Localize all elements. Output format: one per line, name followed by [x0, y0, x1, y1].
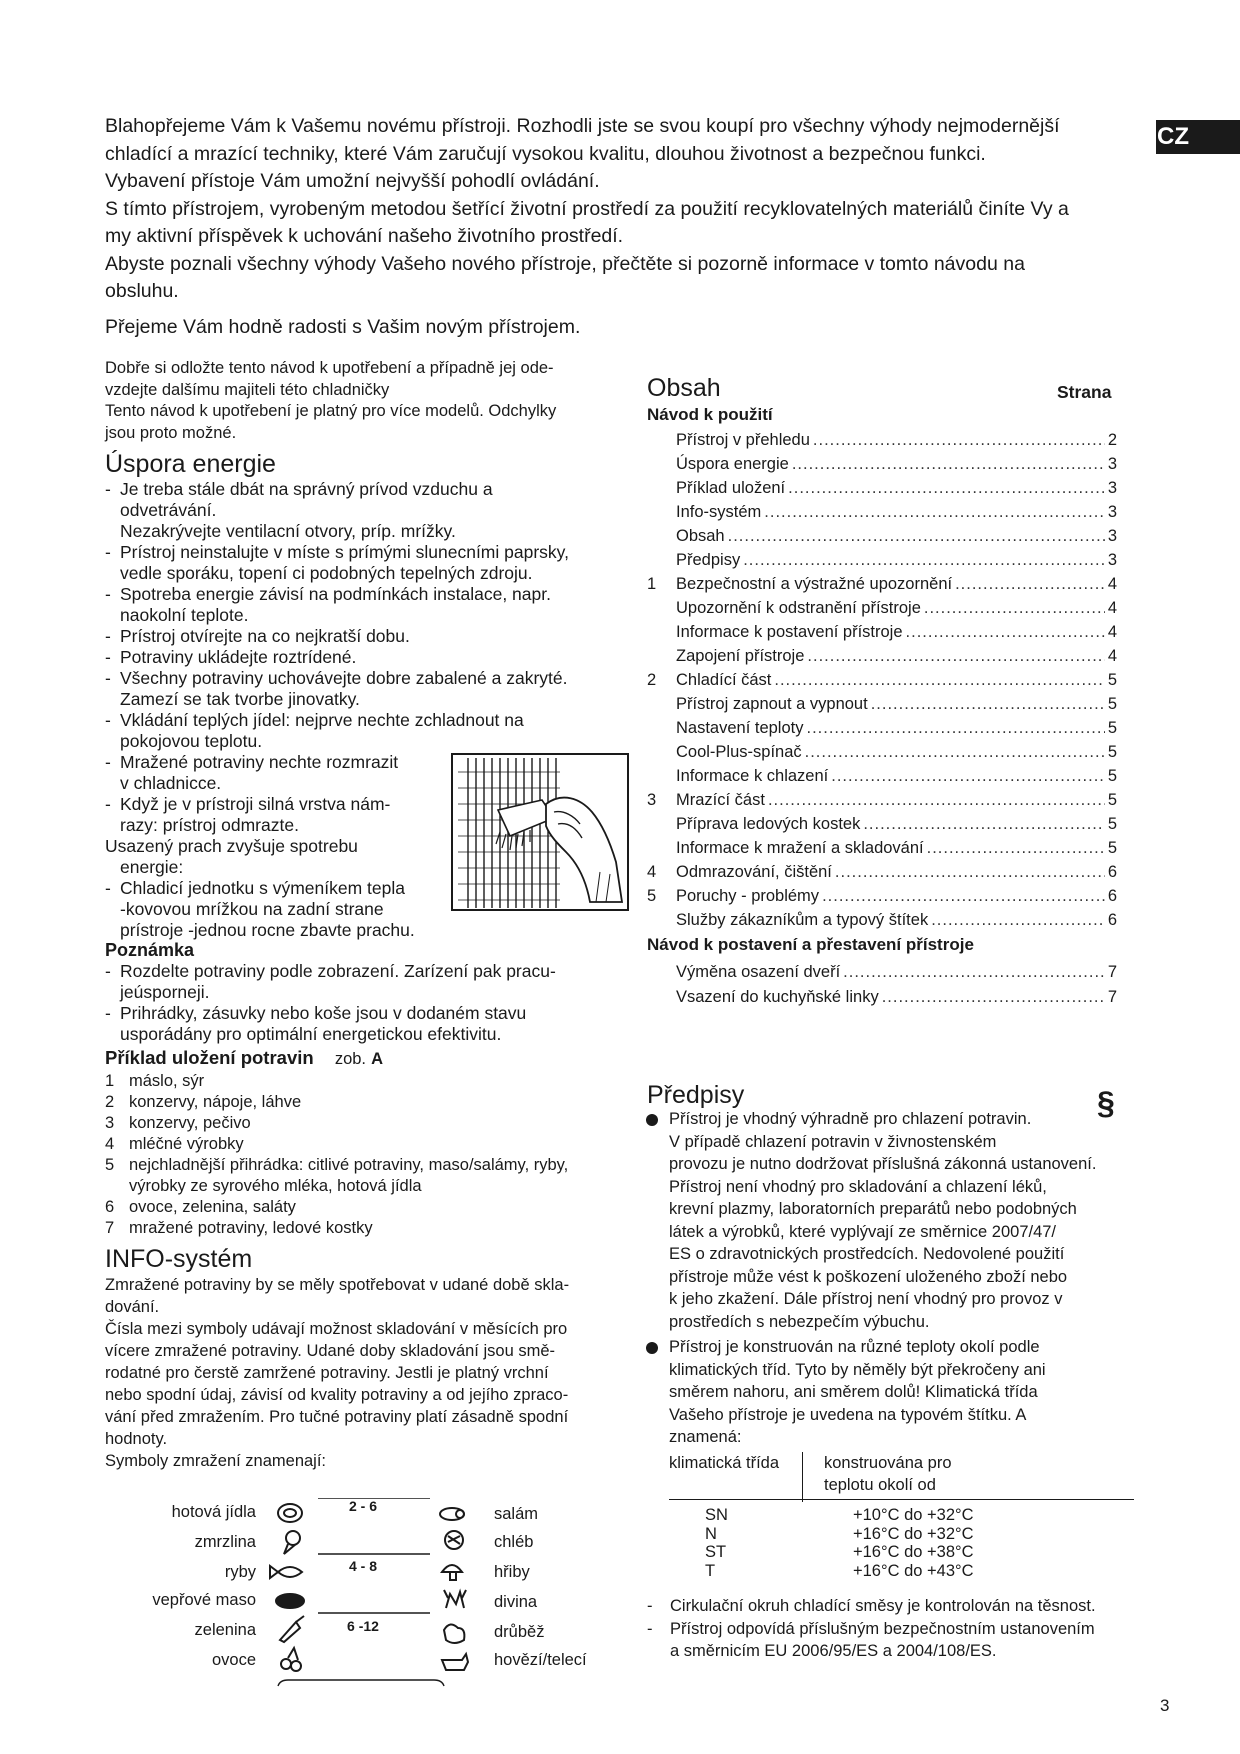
toc-row-page: 4 [1107, 647, 1117, 665]
toc-section-install: Návod k postavení a přestavení přístroje [647, 935, 974, 954]
rules-heading: Předpisy [647, 1081, 745, 1109]
energy-item-line: naokolní teplote. [120, 605, 249, 625]
symbols-graphics [110, 1498, 610, 1698]
toc-row-label: Nastavení teploty [676, 719, 804, 737]
toc-row-page: 6 [1107, 911, 1117, 929]
toc-row[interactable] [647, 740, 1117, 764]
salami-icon [440, 1508, 464, 1520]
rules-line: ES o zdravotnických prostředcích. Nedovolené použití [669, 1245, 1065, 1263]
toc-row-label: Výměna osazení dveří [676, 963, 841, 981]
table-divider [669, 1499, 1134, 1500]
energy-heading: Úspora energie [105, 450, 276, 478]
note-list [105, 961, 645, 1045]
toc-row-page: 4 [1107, 599, 1117, 617]
toc-row-page: 5 [1107, 719, 1117, 737]
page-number: 3 [1160, 1696, 1170, 1715]
toc-row-label: Služby zákazníkům a typový štítek [676, 911, 929, 929]
symbol-label-right: hřiby [494, 1563, 530, 1581]
intro-line: Vybavení přístoje Vám umožní nejvyšší pohodlí ovládání. [105, 170, 600, 192]
climate-range: +10°C do +32°C [853, 1506, 974, 1524]
language-tab: CZ [1156, 120, 1240, 154]
toc-row[interactable] [647, 788, 1117, 812]
toc-row[interactable] [647, 860, 1117, 884]
toc-row-number [647, 960, 676, 984]
toc-row-label: Chladící část [676, 671, 772, 689]
toc-row-page: 3 [1107, 479, 1117, 497]
rules-line: Přístroj je vhodný výhradně pro chlazení potravin. [669, 1110, 1032, 1128]
toc-row-number [647, 620, 676, 644]
rules-text [646, 1108, 1146, 1449]
toc-row-label: Cool-Plus-spínač [676, 743, 802, 761]
symbol-label-right: divina [494, 1593, 538, 1611]
toc-row[interactable] [647, 644, 1117, 668]
example-heading-row [105, 1047, 645, 1070]
info-line: vání před zmražením. Pro tučné potraviny platí zásadně spodní [105, 1408, 569, 1426]
climate-head-line: konstruována pro [824, 1454, 952, 1472]
toc-row-label: Mrazící část [676, 791, 765, 809]
example-item-text: ovoce, zelenina, saláty [129, 1198, 296, 1216]
energy-item-line: vedle sporáku, topení ci podobných tepelných zdroju. [120, 563, 533, 583]
info-line: Zmražené potraviny by se měly spotřebovat v udané době skla- [105, 1276, 570, 1294]
example-item-text: konzervy, pečivo [129, 1114, 251, 1132]
note-item [105, 1003, 645, 1045]
rules-bullet [646, 1108, 1146, 1333]
energy-item-line: v chladnicce. [120, 773, 222, 793]
note-line: Tento návod k upotřebení je platný pro více modelů. Odchylky [105, 402, 557, 420]
toc-row-label: Vsazení do kuchyňské linky [676, 988, 879, 1006]
toc-row-page: 5 [1107, 815, 1117, 833]
toc-row-label: Přístroj zapnout a vypnout [676, 695, 868, 713]
toc-row-page: 5 [1107, 695, 1117, 713]
toc-row-number: 1 [647, 575, 657, 593]
example-list [105, 1071, 645, 1239]
note-item-line: usporádány pro optimální energetickou efektivitu. [120, 1024, 502, 1044]
toc-row-label: Úspora energie [676, 455, 789, 473]
toc-row[interactable] [647, 692, 1117, 716]
energy-item-line: - Vkládání teplých jídel: nejprve nechte zchladnout na [120, 710, 524, 730]
rules-dash-line: Přístroj odpovídá příslušným bezpečnostním ustanovením [670, 1619, 1095, 1638]
toc-row-page: 5 [1107, 839, 1117, 857]
toc-row-page: 5 [1107, 767, 1117, 785]
toc-row-label: Předpisy [676, 551, 741, 569]
example-item-text: mražené potraviny, ledové kostky [129, 1219, 373, 1237]
example-item [105, 1113, 645, 1134]
rules-dash-list [647, 1595, 1147, 1663]
toc-row[interactable] [647, 812, 1117, 836]
toc-row-page: 7 [1107, 988, 1117, 1006]
energy-item [105, 647, 645, 668]
intro-line: chladící a mrazící techniky, které Vám zaručují vysokou kvalitu, dlouhou životnost a bezpečnou funkci. [105, 142, 986, 165]
toc-row-number [647, 908, 676, 932]
condenser-cleaning-illustration [450, 752, 630, 912]
dust-item-line: -kovovou mrížkou na zadní strane [120, 899, 384, 919]
intro-closing: Přejeme Vám hodně radosti s Vašim novým přístrojem. [105, 315, 581, 338]
note-item-line: - Prihrádky, zásuvky nebo koše jsou v dodaném stavu [120, 1003, 527, 1023]
energy-item-line: Zamezí se tak tvorbe jinovatky. [120, 689, 360, 709]
toc-row-page: 3 [1107, 527, 1117, 545]
note-heading: Poznámka [105, 940, 195, 960]
energy-item-line: - Je treba stále dbát na správný prívod vzduchu a [120, 479, 493, 499]
toc-row-number [647, 500, 676, 524]
toc-row-page: 5 [1107, 671, 1117, 689]
example-item [105, 1197, 645, 1218]
toc-row-label: Odmrazování, čištění [676, 863, 832, 881]
toc-row-number [647, 692, 676, 716]
symbol-label-left: hotová jídla [171, 1503, 256, 1521]
example-item [105, 1218, 645, 1239]
rules-line: k jeho zkažení. Dále přístroj není vhodný pro provoz v [669, 1290, 1063, 1308]
example-item-text: mléčné výrobky [129, 1135, 244, 1153]
toc-heading: Obsah [647, 374, 721, 402]
rules-line: přístroje může vést k poškození uloženého zboží nebo [669, 1267, 1068, 1286]
climate-class: N [705, 1524, 717, 1543]
energy-item-line: - Spotreba energie závisí na podmínkách instalace, napr. [120, 584, 551, 604]
rules-dash-line: a směrnicím EU 2006/95/ES a 2004/108/ES. [670, 1642, 997, 1660]
intro-line: my aktivní příspěvek k uchování našeho životního prostředí. [105, 225, 624, 247]
dust-item-line: prístroje -jednou rocne zbavte prachu. [120, 920, 415, 940]
toc-row[interactable] [647, 908, 1117, 932]
toc-row-number [647, 644, 676, 668]
note-item-line: jeúsporneji. [120, 982, 210, 1002]
toc-row-number: 3 [647, 791, 657, 809]
energy-item-line: - Když je v prístroji silná vrstva nám- [120, 794, 391, 814]
info-heading: INFO-systém [105, 1245, 253, 1273]
dust-item-line: - Chladicí jednotku s výmeníkem tepla [120, 878, 405, 898]
intro-line: Abyste poznali všechny výhody Vašeho nového přístroje, přečtěte si pozorně informace v tomto návodu na [105, 252, 1025, 275]
rules-line: prostředích s nebezpečím výbuchu. [669, 1312, 930, 1331]
energy-item-line: pokojovou teplotu. [120, 731, 263, 751]
toc-row-label: Bezpečnostní a výstražné upozornění [676, 575, 953, 593]
toc-list [647, 428, 1117, 938]
storage-range: 4 - 8 [348, 1558, 377, 1574]
toc-row[interactable] [647, 572, 1117, 596]
mushroom-icon [442, 1565, 462, 1580]
info-line: vícere zmražené potraviny. Udané doby skladování jsou smě- [105, 1342, 555, 1360]
storage-range: 2 - 6 [348, 1498, 377, 1514]
symbol-label-left: ryby [224, 1563, 256, 1581]
toc-row-label: Poruchy - problémy [676, 887, 820, 905]
rules-line: směrem nahoru, ani směrem dolů! Klimatická třída [669, 1383, 1038, 1401]
fruit-icon [281, 1648, 301, 1671]
toc-row[interactable] [647, 960, 1117, 984]
climate-range: +16°C do +38°C [853, 1543, 974, 1561]
toc-row-page: 3 [1107, 455, 1117, 473]
climate-class-table [669, 1452, 1139, 1592]
rules-dash-item: - Cirkulační okruh chladící směsy je kontrolován na těsnost. [647, 1595, 1147, 1618]
toc-row-number [647, 548, 676, 572]
toc-row-page: 3 [1107, 551, 1117, 569]
toc-row[interactable] [647, 452, 1117, 476]
toc-row[interactable] [647, 500, 1117, 524]
toc-row-number [647, 836, 676, 860]
climate-classes [705, 1506, 728, 1580]
climate-head-line: teplotu okolí od [824, 1476, 936, 1494]
toc-row-page: 3 [1107, 503, 1117, 521]
info-line: dování. [105, 1298, 160, 1316]
rules-line: Přístroj je konstruován na různé teploty okolí podle [669, 1338, 1040, 1356]
toc-row-number [647, 524, 676, 548]
toc-row[interactable] [647, 428, 1117, 452]
symbol-label-left: zmrzlina [194, 1533, 256, 1551]
climate-head-range [824, 1452, 952, 1496]
energy-item [105, 668, 645, 710]
dust-line: Usazený prach zvyšuje spotrebu [105, 836, 358, 856]
toc-row-label: Obsah [676, 527, 725, 545]
toc-row-page: 6 [1107, 863, 1117, 881]
toc-row-number [647, 452, 676, 476]
toc-row-label: Příprava ledových kostek [676, 815, 861, 833]
toc-row-page: 5 [1107, 743, 1117, 761]
poultry-icon [444, 1624, 464, 1643]
note-line: Dobře si odložte tento návod k upotřebení a případně jej ode- [105, 359, 554, 377]
info-line: rodatné pro čerstě zamržené potraviny. Jestli je platný vrchní [105, 1364, 549, 1382]
info-line: hodnoty. [105, 1430, 168, 1448]
energy-item-line: - Prístroj neinstalujte v míste s prímými slunecními paprsky, [120, 542, 569, 562]
toc-row-label: Info-systém [676, 503, 762, 521]
toc-row-label: Přístroj v přehledu [676, 431, 810, 449]
toc-row-page: 7 [1107, 963, 1117, 981]
ready-meal-icon [278, 1504, 302, 1522]
symbol-label-left: vepřové maso [152, 1591, 256, 1609]
energy-item [105, 479, 645, 542]
example-item-number: 2 [105, 1093, 115, 1111]
toc-row-number [647, 596, 676, 620]
energy-item-line: odvetrávání. [120, 500, 217, 520]
game-icon [444, 1590, 466, 1608]
toc-row-number [647, 716, 676, 740]
info-line: Symboly zmražení znamenají: [105, 1452, 327, 1470]
toc-row[interactable] [647, 764, 1117, 788]
example-item-text: výrobky ze syrového mléka, hotová jídla [129, 1177, 422, 1195]
climate-ranges [853, 1506, 974, 1580]
dust-line: energie: [120, 857, 184, 877]
example-ref-letter: A [371, 1050, 384, 1068]
toc-row-number: 5 [647, 887, 657, 905]
toc-row-page: 5 [1107, 791, 1117, 809]
toc-row[interactable] [647, 524, 1117, 548]
vegetables-icon [280, 1616, 304, 1642]
rules-dash-item: - Přístroj odpovídá příslušným bezpečnostním ustanovením a směrnicím EU 2006/95/ES a 2004/108/ES. [647, 1618, 1147, 1663]
energy-item-line: - Všechny potraviny uchovávejte dobre zabalené a zakryté. [120, 668, 568, 688]
table-vertical-divider [802, 1452, 803, 1502]
info-line: nebo spodní údaj, závisí od kvality potraviny a od jejího zpraco- [105, 1386, 569, 1404]
intro-line: S tímto přístrojem, vyrobeným metodou šetřící životní prostředí za použití recyklovatelných materiálů činíte Vy a [105, 197, 1069, 220]
fish-icon [270, 1566, 302, 1578]
toc-row-number [647, 812, 676, 836]
toc-row-page: 4 [1107, 575, 1117, 593]
rules-dash-line: Cirkulační okruh chladící směsy je kontrolován na těsnost. [670, 1597, 1096, 1615]
toc-row-label: Zapojení přístroje [676, 647, 805, 665]
example-item-number: 6 [105, 1198, 115, 1216]
climate-range: +16°C do +43°C [853, 1561, 974, 1580]
toc-row[interactable] [647, 476, 1117, 500]
example-item-number: 5 [105, 1156, 115, 1174]
example-item [105, 1134, 645, 1155]
note-line: vzdejte dalšímu majiteli této chladničky [105, 380, 390, 399]
energy-item-line: - Potraviny ukládejte roztrídené. [120, 647, 357, 667]
rules-line: V případě chlazení potravin v živnostenském [669, 1132, 997, 1151]
toc-row[interactable] [647, 548, 1117, 572]
symbol-label-right: drůběž [494, 1623, 545, 1641]
example-item-number: 3 [105, 1114, 115, 1132]
info-text [105, 1274, 645, 1472]
energy-item [105, 626, 645, 647]
pork-icon [276, 1594, 304, 1608]
example-ref-prefix: zob. [334, 1050, 367, 1068]
energy-item [105, 542, 645, 584]
toc-row[interactable] [647, 596, 1117, 620]
toc-row[interactable] [647, 836, 1117, 860]
rules-line: provozu je nutno dodržovat příslušná zákonná ustanovení. [669, 1155, 1097, 1173]
rules-line: Přístroj není vhodný pro skladování a chlazení léků, [669, 1177, 1047, 1196]
toc-row[interactable] [647, 620, 1117, 644]
toc-section-usage: Návod k použití [647, 405, 773, 424]
example-item-text: konzervy, nápoje, láhve [129, 1093, 302, 1111]
toc-row-number [647, 476, 676, 500]
energy-item-line: Nezakrývejte ventilacní otvory, príp. mrížky. [120, 521, 456, 541]
rules-line: krevní plazmy, laboratorních preparátů nebo podobných [669, 1200, 1077, 1218]
climate-class: SN [705, 1506, 728, 1524]
example-item-text: nejchladnější přihrádka: citlivé potraviny, maso/salámy, ryby, [129, 1156, 569, 1174]
toc-row-number: 4 [647, 863, 657, 881]
ice-cream-icon [284, 1531, 300, 1554]
toc-row[interactable] [647, 884, 1117, 908]
toc-row-label: Informace k chlazení [676, 767, 829, 785]
toc-row-number [647, 764, 676, 788]
toc-row-number [647, 985, 676, 1009]
energy-item-line: - Prístroj otvírejte na co nejkratší dobu. [120, 626, 410, 646]
info-line: Čísla mezi symboly udávají možnost skladování v měsících pro [105, 1320, 568, 1338]
toc-row[interactable] [647, 716, 1117, 740]
energy-item [105, 584, 645, 626]
energy-item-line: razy: prístroj odmrazte. [120, 815, 299, 835]
toc-row-label: Informace k postavení přístroje [676, 623, 903, 641]
toc-row-label: Příklad uložení [676, 479, 786, 497]
toc-row[interactable] [647, 668, 1117, 692]
example-item-number: 7 [105, 1219, 115, 1237]
symbol-label-left: ovoce [211, 1651, 256, 1669]
toc-row-label: Informace k mražení a skladování [676, 839, 924, 857]
climate-class: T [705, 1561, 716, 1580]
example-heading: Příklad uložení potravin [105, 1047, 314, 1068]
storage-range: 6 -12 [347, 1618, 379, 1634]
toc-row-label: Upozornění k odstranění přístroje [676, 599, 921, 617]
beef-icon [442, 1654, 468, 1670]
intro-text [105, 113, 1135, 341]
bread-icon [445, 1531, 463, 1549]
toc-row-page: 2 [1107, 431, 1117, 449]
example-item-number: 1 [105, 1072, 115, 1090]
toc-row-page: 4 [1107, 623, 1117, 641]
freezing-symbols-table [110, 1498, 610, 1698]
example-item [105, 1155, 645, 1197]
note-item-line: - Rozdelte potraviny podle zobrazení. Zarízení pak pracu- [120, 961, 556, 981]
symbol-label-right: hovězí/telecí [494, 1651, 587, 1669]
example-item [105, 1071, 645, 1092]
rules-line: látek a výrobků, které vyplývají ze směrnice 2007/47/ [669, 1222, 1057, 1241]
toc-row[interactable] [647, 985, 1117, 1009]
rules-line: klimatických tříd. Tyto by něměly být překročeny ani [669, 1360, 1046, 1379]
energy-item-line: - Mražené potraviny nechte rozmrazit [120, 752, 399, 772]
rules-line: Vašeho přístroje je uvedena na typovém štítku. A [669, 1405, 1027, 1424]
note-line: jsou proto možné. [105, 423, 237, 442]
symbol-label-right: chléb [494, 1533, 534, 1551]
toc-row-number [647, 428, 676, 452]
climate-head-class: klimatická třída [669, 1454, 780, 1472]
symbol-label-right: salám [494, 1505, 539, 1523]
note-item [105, 961, 645, 1003]
toc-row-number [647, 740, 676, 764]
paragraph-icon: § [1097, 1085, 1115, 1121]
example-item-text: máslo, sýr [129, 1072, 205, 1090]
toc-row-number: 2 [647, 671, 657, 689]
usage-note [105, 358, 625, 444]
toc-page-header: Strana [1057, 382, 1112, 402]
symbol-label-left: zelenina [194, 1621, 256, 1639]
climate-class: ST [705, 1543, 727, 1561]
example-item [105, 1092, 645, 1113]
example-item-number: 4 [105, 1135, 115, 1153]
intro-line: Blahopřejeme Vám k Vašemu novému přístroji. Rozhodli jste se svou koupí pro všechny výhody nejmodernější [105, 115, 1060, 137]
energy-item [105, 710, 645, 752]
intro-line: obsluhu. [105, 280, 179, 302]
rules-line: znamená: [669, 1428, 742, 1446]
climate-range: +16°C do +32°C [853, 1524, 974, 1543]
rules-bullet [646, 1336, 1146, 1449]
toc-row-page: 6 [1107, 887, 1117, 905]
toc-list-install [647, 960, 1117, 1010]
